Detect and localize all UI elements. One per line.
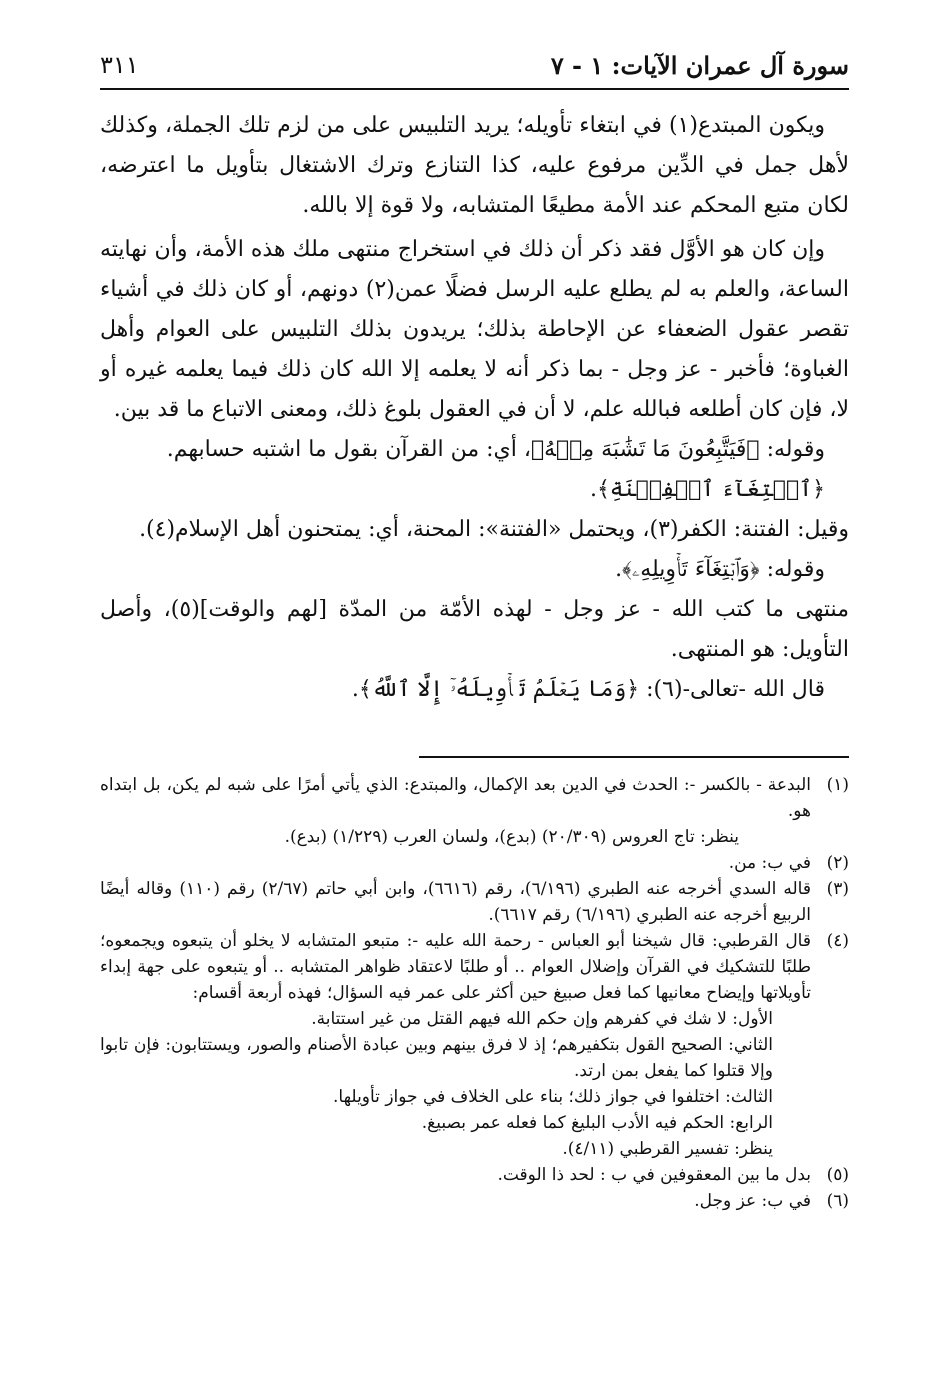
page-number: ٣١١ bbox=[100, 51, 139, 79]
footnote-number: (٤) bbox=[826, 931, 849, 951]
footnote-number: (٢) bbox=[826, 853, 849, 873]
footnote-text: بدل ما بين المعقوفين في ب : لحد ذا الوقت. bbox=[497, 1165, 811, 1185]
paragraph-1: ويكون المبتدع(١) في ابتغاء تأويله؛ يريد التلبيس على من لزم تلك الجملة، وكذلك لأهل جمل في الدِّين مرفوع عليه، كذا التنازع وترك الاشتغال بتأويل ما اعترضه، لكان متبع المحكم عند الأمة مطيعًا المتشابه، ولا قوة إلا بالله. bbox=[100, 113, 849, 218]
paragraph-2: وإن كان هو الأوَّل فقد ذكر أن ذلك في استخراج منتهى ملك هذه الأمة، وأن نهايته الساعة، والعلم به لم يطلع عليه الرسل فضلًا عمن(٢) دونهم، أو كان ذلك في أشياء تقصر عقول الضعفاء عن الإحاطة بذلك؛ يريدون بذلك التلبيس على العوام وأهل الغباوة؛ فأخبر - عز وجل - بما ذكر أنه لا يعلمه إلا الله كان ذلك فيما يعلمه غيره أو لا، فإن كان أطلعه فبالله علم، لا أن في العقول بلوغ ذلك، ومعنى الاتباع ما قد بين. bbox=[100, 237, 849, 422]
footnote-6 bbox=[100, 1188, 849, 1214]
footnote-reference: ينظر: تاج العروس (٢٠/٣٠٩) (بدع)، ولسان العرب (١/٢٢٩) (بدع). bbox=[284, 827, 739, 847]
paragraph-6: وقوله: ﴿وَٱبۡتِغَآءَ تَأۡوِيلِهِۦ﴾. bbox=[615, 557, 825, 582]
footnote-3 bbox=[100, 876, 849, 928]
surah-title: سورة آل عمران الآيات: ١ - ٧ bbox=[550, 50, 849, 80]
footnotes bbox=[100, 772, 849, 1214]
footnote-5 bbox=[100, 1162, 849, 1188]
footnote-text: قاله السدي أخرجه عنه الطبري (٦/١٩٦)، رقم (٦٦١٦)، وابن أبي حاتم (٢/٦٧) رقم (١١٠) وقاله أيضًا الربيع أخرجه عنه الطبري (٦/١٩٦) رقم ٦٦١٧). bbox=[100, 879, 811, 925]
paragraph-3: وقوله: ﴿فَيَتَّبِعُونَ مَا تَشَٰبَهَ مِنۡهُ﴾، أي: من القرآن بقول ما اشتبه حسابهم. bbox=[166, 437, 825, 462]
footnote-number: (٣) bbox=[826, 879, 849, 899]
paragraph-4: ﴿ٱبۡتِغَآءَ ٱلۡفِتۡنَةِ﴾. bbox=[590, 477, 825, 502]
footnote-text: قال القرطبي: قال شيخنا أبو العباس - رحمة الله عليه -: متبعو المتشابه لا يخلو أن يتبعوه ويجمعوه؛ طلبًا للتشكيك في القرآن وإضلال العوام .. أو طلبًا لاعتقاد ظواهر المتشابه .. أو يتبعوه على جهة إبداء تأويلاتها وإيضاح معانيها كما فعل صبيغ حين أكثر على عمر فيه السؤال؛ فهذه أربعة أقسام: bbox=[100, 931, 811, 1003]
footnote-reference: ينظر: تفسير القرطبي (٤/١١). bbox=[562, 1139, 773, 1159]
footnote-text: البدعة - بالكسر -: الحدث في الدين بعد الإكمال، والمبتدع: الذي يأتي أمرًا على شبه لم يكن، بل ابتداه هو. bbox=[100, 775, 811, 821]
footnote-number: (٥) bbox=[826, 1165, 849, 1185]
footnote-text: في ب: عز وجل. bbox=[694, 1191, 811, 1211]
footnote-separator bbox=[419, 756, 849, 758]
footnote-division-3: الثالث: اختلفوا في جواز ذلك؛ بناء على الخلاف في جواز تأويلها. bbox=[333, 1087, 773, 1107]
footnote-number: (٦) bbox=[826, 1191, 849, 1211]
page-header bbox=[100, 42, 849, 90]
paragraph-8: قال الله -تعالى-(٦): ﴿وَمَا يَعۡلَمُ تَأۡوِيلَهُۥٓ إِلَّا ٱللَّهُ﴾. bbox=[351, 677, 825, 702]
footnote-number: (١) bbox=[826, 775, 849, 795]
footnote-division-1: الأول: لا شك في كفرهم وإن حكم الله فيهم القتل من غير استتابة. bbox=[311, 1009, 773, 1029]
footnote-4 bbox=[100, 928, 849, 1162]
footnote-division-2: الثاني: الصحيح القول بتكفيرهم؛ إذ لا فرق بينهم وبين عبادة الأصنام والصور، ويستتابون: فإن تابوا وإلا قتلوا كما يفعل بمن ارتد. bbox=[100, 1035, 773, 1081]
footnote-text: في ب: من. bbox=[728, 853, 811, 873]
main-text bbox=[100, 106, 849, 710]
paragraph-7: منتهى ما كتب الله - عز وجل - لهذه الأمّة من المدّة [لهم والوقت](٥)، وأصل التأويل: هو المنتهى. bbox=[100, 597, 849, 662]
footnote-division-4: الرابع: الحكم فيه الأدب البليغ كما فعله عمر بصبيغ. bbox=[421, 1113, 773, 1133]
footnote-2 bbox=[100, 850, 849, 876]
paragraph-5: وقيل: الفتنة: الكفر(٣)، ويحتمل «الفتنة»: المحنة، أي: يمتحنون أهل الإسلام(٤). bbox=[139, 517, 849, 542]
footnote-1 bbox=[100, 772, 849, 850]
